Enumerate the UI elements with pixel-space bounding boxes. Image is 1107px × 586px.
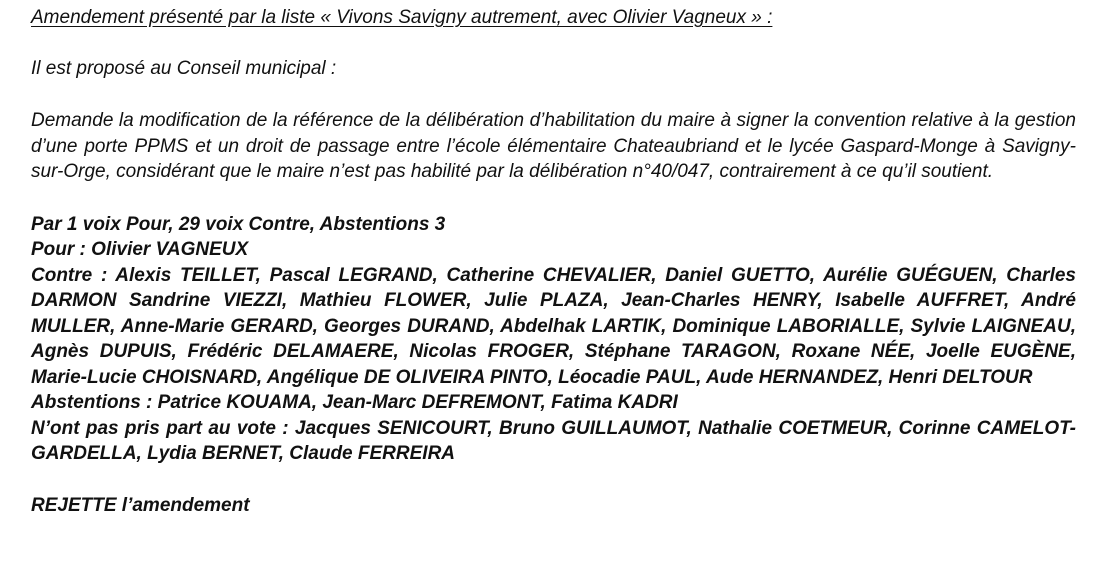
amendment-intro: Il est proposé au Conseil municipal : (31, 58, 337, 79)
vote-non-participants: N’ont pas pris part au vote : Jacques SENICOURT, Bruno GUILLAUMOT, Nathalie COETMEUR, Corinne CAMELOT-GARDELLA, Lydia BERNET, Claude FERREIRA (31, 417, 1076, 464)
vote-abstentions: Abstentions : Patrice KOUAMA, Jean-Marc DEFREMONT, Fatima KADRI (31, 392, 678, 413)
vote-contre: Contre : Alexis TEILLET, Pascal LEGRAND, Catherine CHEVALIER, Daniel GUETTO, Aurélie GUÉGUEN, Charles DARMON Sandrine VIEZZI, Mathieu FLOWER, Julie PLAZA, Jean-Charles HENRY, Isabelle AUFFRET, André MULLER, Anne-Marie GERARD, Georges DURAND, Abdelhak LARTIK, Dominique LABORIALLE, Sylvie LAIGNEAU, Agnès DUPUIS, Frédéric DELAMAERE, Nicolas FROGER, Stéphane TARAGON, Roxane NÉE, Joelle EUGÈNE, Marie-Lucie CHOISNARD, Angélique DE OLIVEIRA PINTO, Léocadie PAUL, Aude HERNANDEZ, Henri DELTOUR (31, 264, 1076, 388)
document-page (31, 6, 1076, 518)
amendment-body: Demande la modification de la référence de la délibération d’habilitation du maire à signer la convention relative à la gestion d’une porte PPMS et un droit de passage entre l’école élémentaire Chateaubriand et le lycée Gaspard-Monge à Savigny-sur-Orge, considérant que le maire n’est pas habilité par la délibération n°40/047, contrairement à ce qu’il soutient. (31, 110, 1076, 182)
vote-pour: Pour : Olivier VAGNEUX (31, 239, 249, 260)
decision: REJETTE l’amendement (31, 494, 250, 516)
vote-summary: Par 1 voix Pour, 29 voix Contre, Abstentions 3 (31, 213, 446, 235)
amendment-title: Amendement présenté par la liste « Vivons Savigny autrement, avec Olivier Vagneux » : (31, 7, 773, 28)
vote-result (31, 212, 1076, 467)
